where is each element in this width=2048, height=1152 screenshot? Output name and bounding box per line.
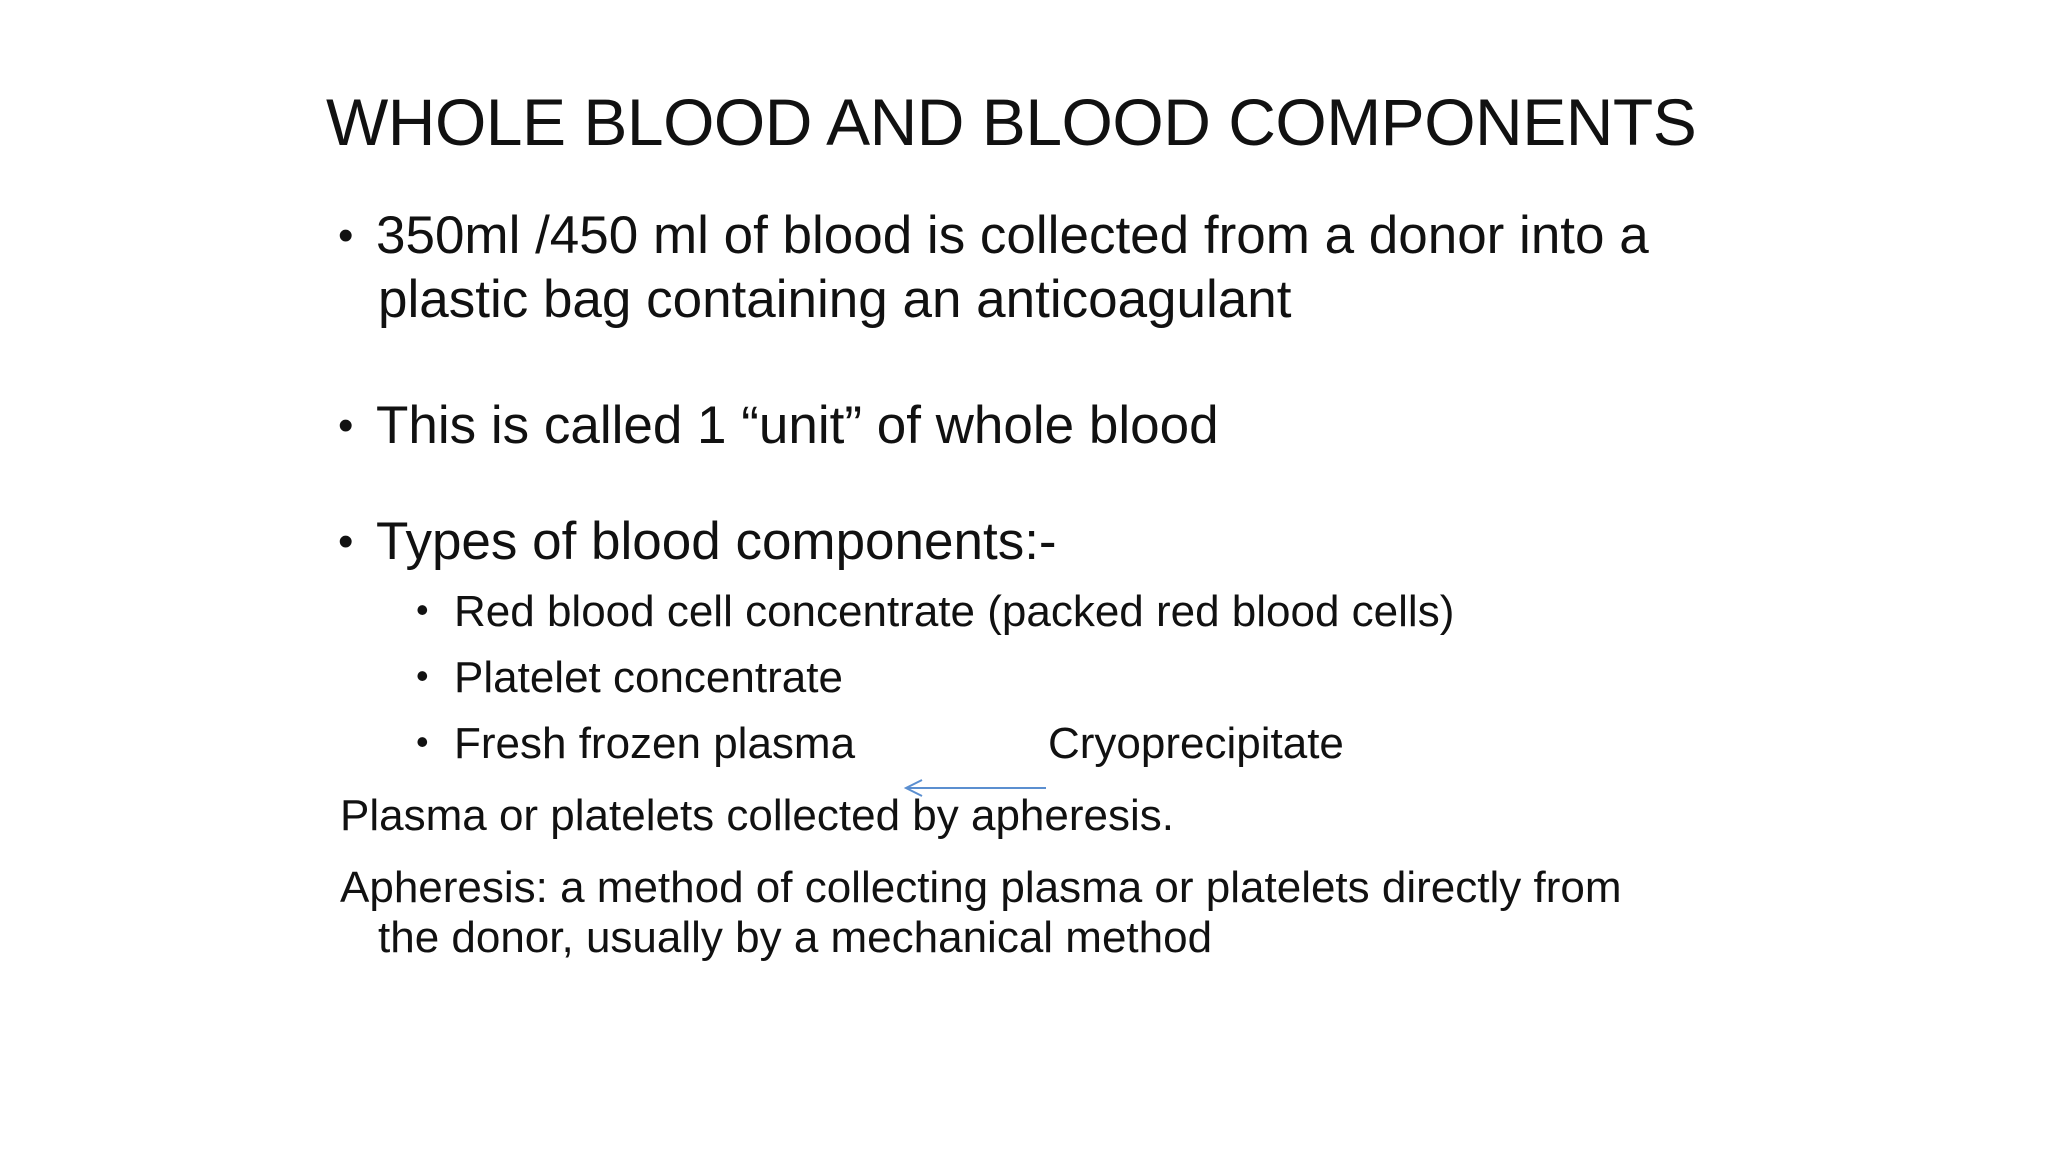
bullet-text: 350ml /450 ml of blood is collected from a donor into a (376, 206, 1649, 265)
apheresis-definition-continued: the donor, usually by a mechanical method (378, 913, 1213, 962)
bullet-text: Types of blood components:- (376, 512, 1057, 571)
apheresis-definition: Apheresis: a method of collecting plasma or platelets directly from (340, 863, 1622, 912)
bullet-marker: • (338, 517, 354, 566)
bullet-marker: • (338, 211, 354, 260)
bullet-marker: • (338, 401, 354, 450)
sub-bullet-marker: • (416, 721, 429, 762)
bullet-text-continued: plastic bag containing an anticoagulant (378, 270, 1292, 329)
cryoprecipitate-label: Cryoprecipitate (1048, 719, 1344, 768)
slide-title: WHOLE BLOOD AND BLOOD COMPONENTS (326, 85, 1697, 159)
sub-bullet-text: Platelet concentrate (454, 653, 843, 702)
sub-bullet-text: Fresh frozen plasma (454, 719, 856, 768)
sub-bullet-marker: • (416, 589, 429, 630)
sub-bullet-marker: • (416, 655, 429, 696)
bullet-text: This is called 1 “unit” of whole blood (376, 396, 1219, 455)
apheresis-note: Plasma or platelets collected by apheresis. (340, 791, 1174, 840)
sub-bullet-text: Red blood cell concentrate (packed red blood cells) (454, 587, 1455, 636)
